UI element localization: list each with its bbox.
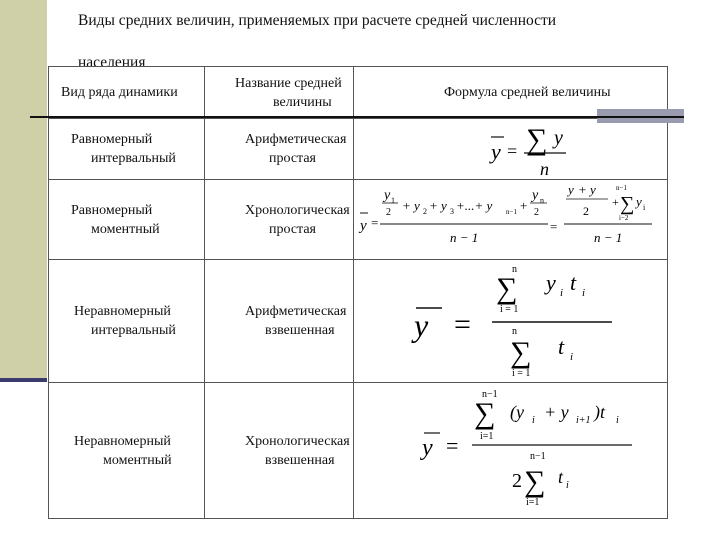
term-y2: + y	[402, 198, 420, 213]
sum-lower: i = 1	[500, 304, 519, 315]
cell-series-type	[49, 260, 205, 383]
average-name-line-1: Хронологическая	[245, 433, 350, 449]
table-row	[49, 383, 668, 519]
cell-formula	[354, 260, 668, 383]
formula-arithmetic-weighted	[354, 260, 667, 382]
sub-i-den: i	[570, 351, 574, 363]
sub-i-t: i	[616, 415, 619, 426]
sidebar-rule	[0, 378, 47, 382]
r-denominator: n − 1	[594, 230, 623, 245]
term-y3: + y	[429, 198, 447, 213]
term-plus-y: + y	[544, 402, 569, 422]
sum-upper-den: n−1	[530, 451, 546, 462]
header-underline	[30, 116, 684, 118]
average-name-line-1: Арифметическая	[245, 132, 347, 147]
formula-denominator: n	[540, 159, 549, 179]
header-average-name	[205, 67, 354, 119]
term-yn: y	[532, 188, 539, 203]
sum-upper-den: n	[512, 326, 517, 337]
sub-i-2: i	[582, 287, 586, 299]
cell-formula	[354, 119, 668, 180]
r-half-denominator: 2	[583, 204, 589, 218]
term-t-den: t	[558, 467, 564, 487]
cell-series-type	[49, 119, 205, 180]
r-term-yn: + y	[578, 182, 596, 197]
term-y: y	[546, 270, 556, 295]
formula-mean-y: y	[414, 307, 429, 343]
formula-chronological-simple	[354, 180, 667, 259]
header-average-name-line-2: величины	[273, 94, 332, 110]
r-term-y1: y	[568, 182, 574, 197]
term-t-den: t	[558, 334, 565, 359]
averages-table	[48, 66, 668, 519]
half-denominator-n: 2	[534, 207, 539, 218]
header-series-type-label: Вид ряда динамики	[61, 85, 178, 100]
term-open-y: (y	[510, 402, 524, 422]
header-average-name-line-1: Название средней	[235, 75, 342, 91]
cell-average-name	[205, 383, 354, 519]
sub-i-plus-1: i+1	[576, 415, 591, 426]
sum-lower-den: i=1	[526, 497, 540, 508]
sub-n: n	[540, 196, 544, 205]
term-y1: y	[384, 188, 391, 203]
average-name-line-2: взвешенная	[265, 452, 335, 468]
sum-upper: n−1	[482, 389, 498, 400]
average-name-line-2: простая	[269, 221, 316, 237]
title-line-1: Виды средних величин, применяемых при расчете средней численности	[78, 12, 557, 29]
series-type-line-2: интервальный	[91, 151, 176, 166]
formula-mean-y: y	[422, 435, 433, 461]
formula-mean-y: y	[491, 139, 501, 164]
formula-chronological-weighted	[354, 383, 667, 518]
sub-2: 2	[423, 207, 427, 216]
average-name-line-2: взвешенная	[265, 323, 335, 338]
sub-i: i	[560, 287, 564, 299]
sigma-symbol: ∑	[474, 397, 496, 430]
cell-formula	[354, 180, 668, 260]
r-sum-upper: n−1	[616, 184, 627, 192]
table-row	[49, 180, 668, 260]
sigma-symbol: ∑	[496, 272, 518, 305]
r-sigma-symbol: ∑	[620, 193, 635, 215]
title-line-2: населения	[78, 54, 146, 71]
formula-denominator: n − 1	[450, 230, 479, 245]
average-name-line-1: Арифметическая	[245, 304, 347, 319]
table-row	[49, 260, 668, 383]
sigma-symbol-den: ∑	[510, 336, 532, 369]
formula-equals: =	[371, 215, 379, 230]
sub-i: i	[532, 415, 535, 426]
average-name-line-2: простая	[269, 151, 316, 166]
sum-lower: i=1	[480, 431, 494, 442]
sub-i-den: i	[566, 480, 569, 491]
cell-formula	[354, 383, 668, 519]
header-formula-label: Формула средней величины	[444, 85, 611, 100]
series-type-line-2: моментный	[91, 221, 160, 237]
term-t: t	[570, 270, 577, 295]
sigma-symbol: ∑	[526, 123, 548, 156]
sub-1: 1	[391, 196, 395, 205]
series-type-line-1: Равномерный	[71, 202, 153, 218]
cell-series-type	[49, 180, 205, 260]
cell-average-name	[205, 119, 354, 180]
formula-equals: =	[507, 141, 518, 161]
formula-equals: =	[446, 433, 459, 458]
cell-average-name	[205, 260, 354, 383]
r-sub-i: i	[643, 203, 646, 212]
sigma-symbol-den: ∑	[524, 465, 546, 498]
formula-equals-2: =	[550, 219, 558, 234]
sum-lower-den: i = 1	[512, 368, 531, 379]
formula-arithmetic-simple	[354, 119, 667, 179]
header-series-type	[49, 67, 205, 119]
series-type-line-2: интервальный	[91, 323, 176, 338]
sum-upper: n	[512, 264, 517, 275]
average-name-line-1: Хронологическая	[245, 202, 350, 218]
formula-numerator: y	[554, 127, 563, 149]
series-type-line-1: Равномерный	[71, 132, 153, 147]
table-header-row	[49, 67, 668, 119]
plus-sign: +	[520, 198, 528, 213]
table-row	[49, 119, 668, 180]
term-yn1: +...+ y	[456, 198, 493, 213]
r-term-yi: y	[636, 194, 642, 209]
cell-average-name	[205, 180, 354, 260]
sub-3: 3	[450, 207, 454, 216]
decorative-sidebar	[0, 0, 47, 378]
series-type-line-2: моментный	[103, 452, 172, 468]
series-type-line-1: Неравномерный	[74, 304, 171, 319]
sub-n-1: n−1	[506, 208, 517, 216]
formula-equals: =	[454, 308, 471, 341]
half-denominator: 2	[386, 207, 391, 218]
factor-two: 2	[512, 470, 522, 492]
formula-mean-y: y	[360, 218, 367, 234]
r-plus-sign: +	[612, 195, 619, 209]
r-sum-lower: i−2	[619, 214, 629, 222]
series-type-line-1: Неравномерный	[74, 433, 171, 449]
term-close-t: )t	[594, 402, 605, 422]
cell-series-type	[49, 383, 205, 519]
